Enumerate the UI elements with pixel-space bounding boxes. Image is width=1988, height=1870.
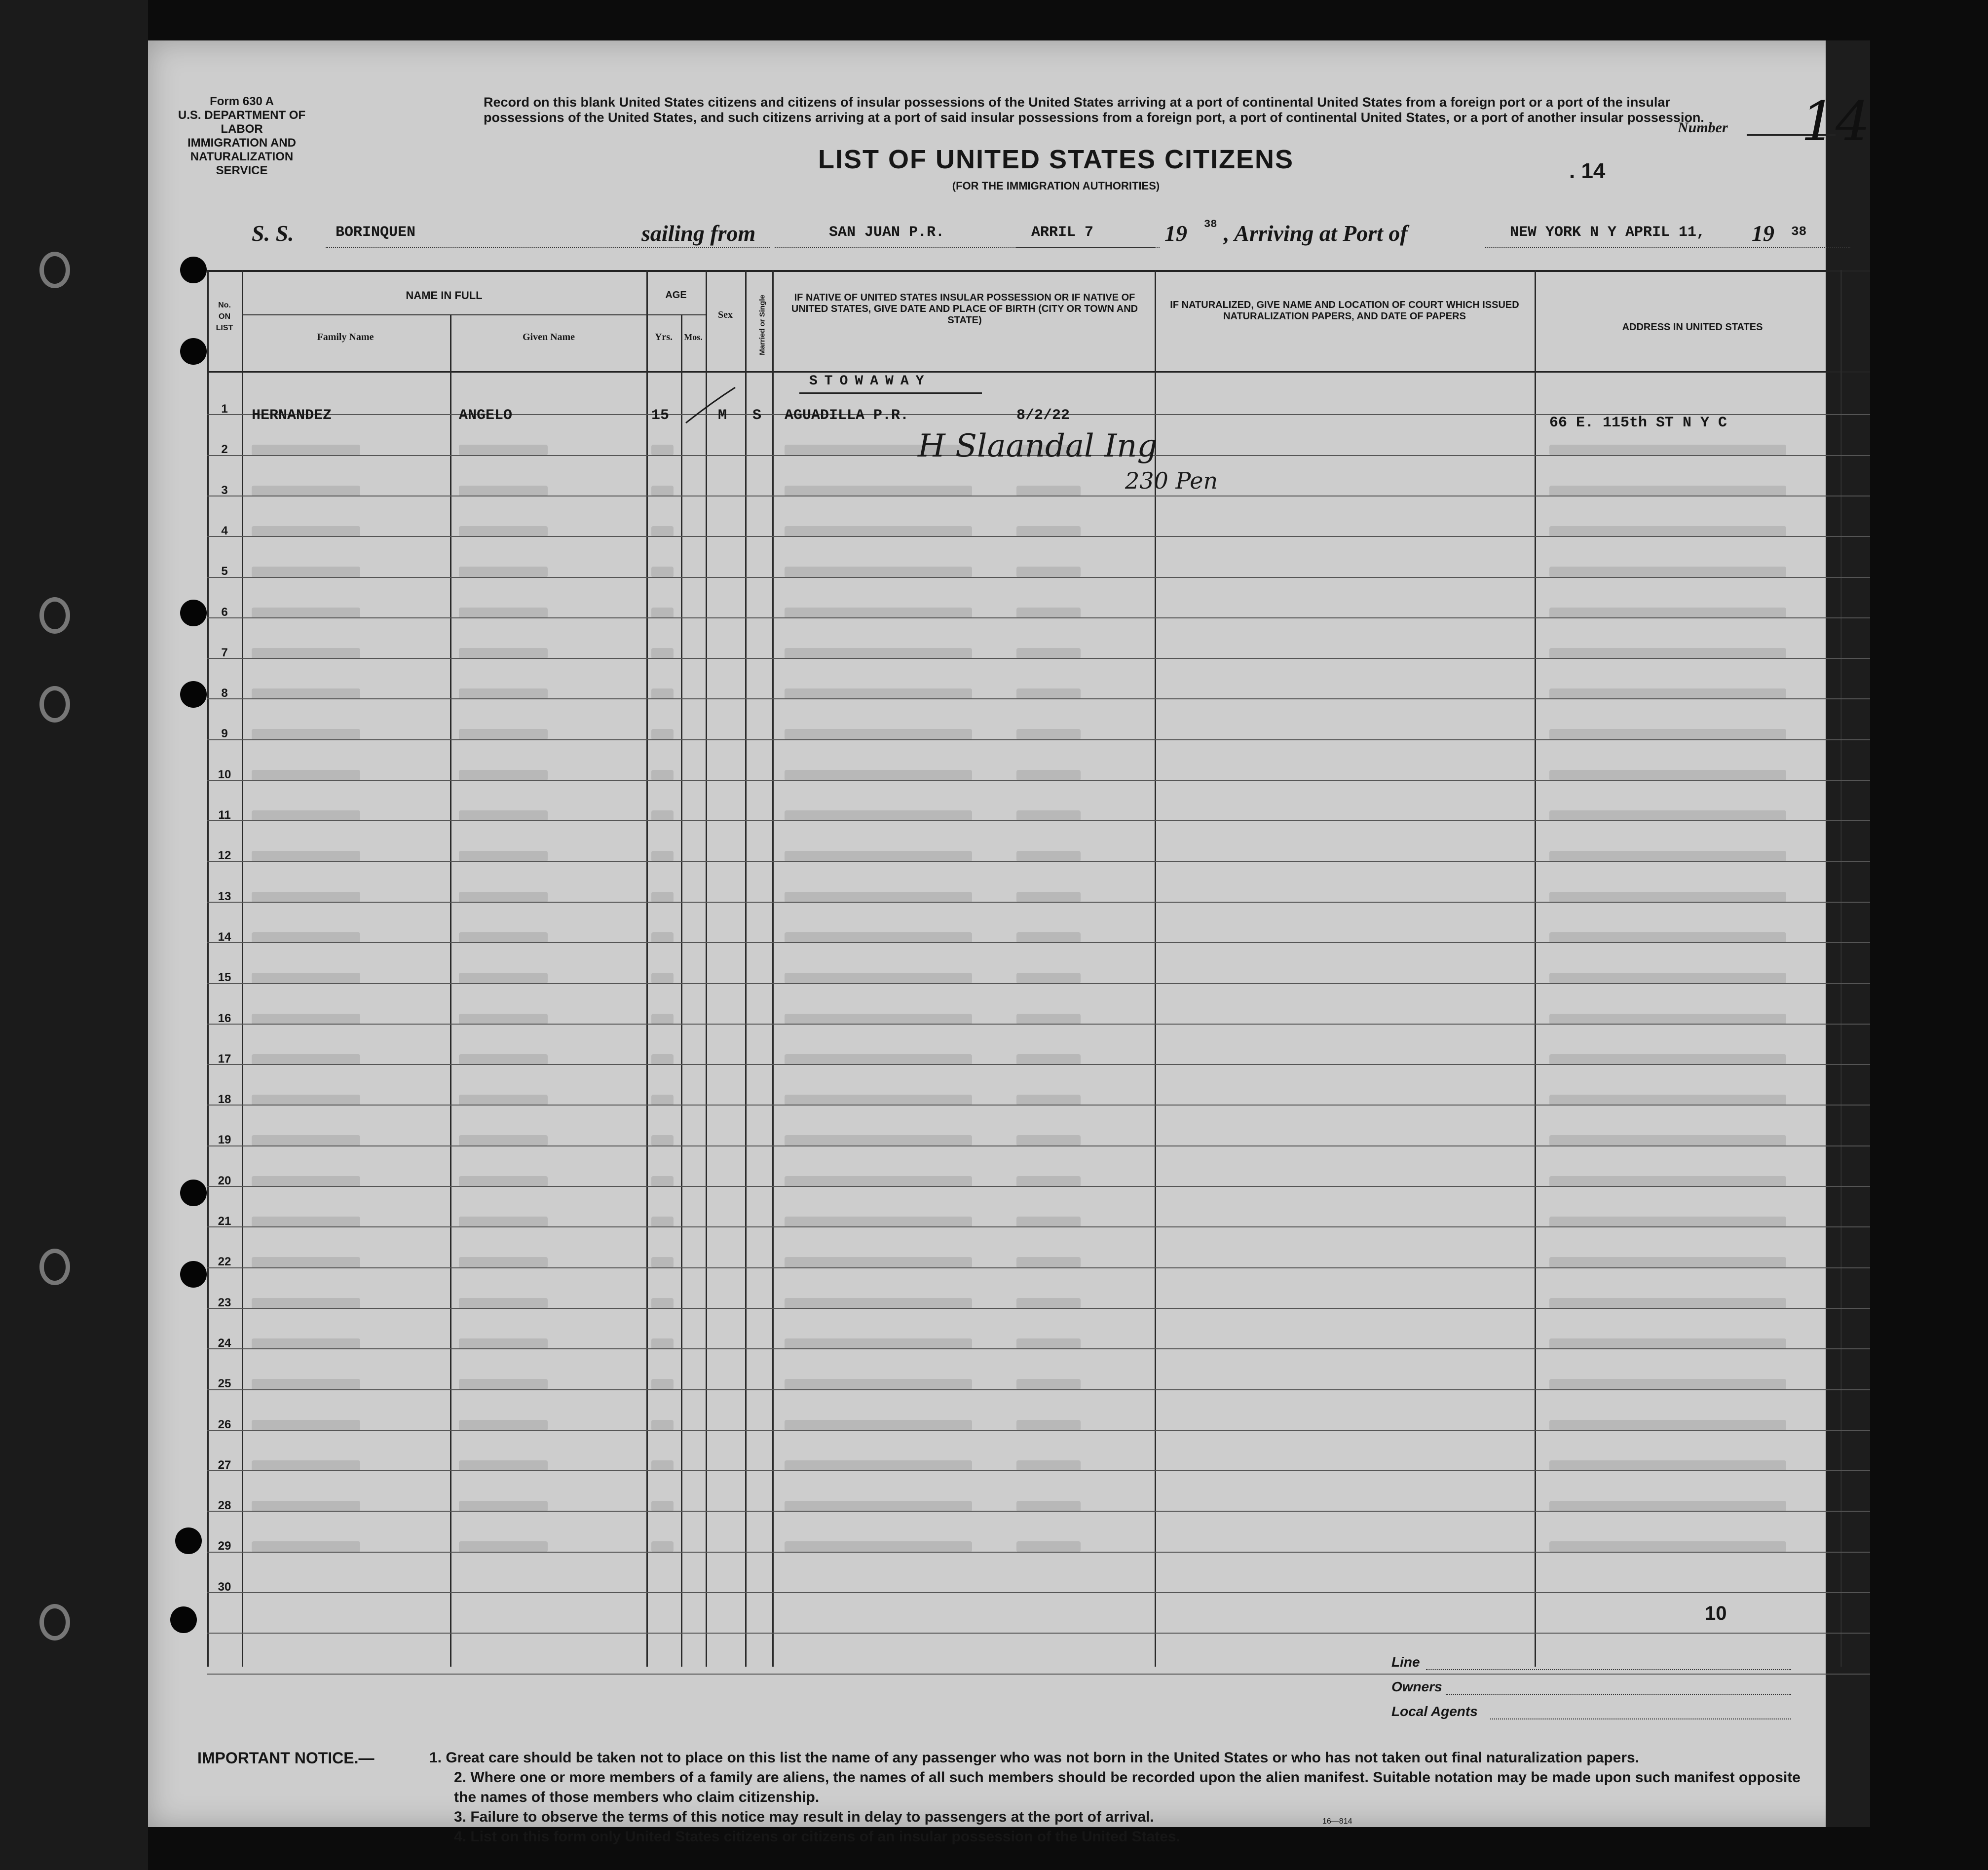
faded-entry bbox=[785, 1501, 972, 1512]
print-code: 16—814 bbox=[1322, 1817, 1352, 1826]
faded-entry bbox=[459, 648, 548, 659]
notice-item-1: 1. Great care should be taken not to place on this list the name of any passenger who was not born in the United States or who has not taken out final naturalization papers. bbox=[429, 1750, 1640, 1766]
row-number: 7 bbox=[221, 646, 228, 659]
col-naturalized: IF NATURALIZED, GIVE NAME AND LOCATION OF COURT WHICH ISSUED NATURALIZATION PAPERS, AND DATE OF PAPERS bbox=[1170, 300, 1519, 322]
faded-entry bbox=[651, 851, 674, 862]
top-notice: Record on this blank United States citizens and citizens of insular possessions of the United States arriving at a port of continental United States from a foreign port or a port of the insular possessions of the United States, and such citizens arriving at a port of said insular possessions from a foreign port, a port of continental United States, or a port of another insular possession. bbox=[484, 95, 1704, 125]
punch-dot bbox=[180, 257, 207, 283]
faded-entry bbox=[252, 1298, 360, 1309]
faded-entry bbox=[1016, 1298, 1081, 1309]
footer-line-blank bbox=[1426, 1669, 1791, 1670]
faded-entry bbox=[785, 1135, 972, 1146]
row-number: 11 bbox=[218, 808, 231, 822]
binder-hole bbox=[39, 597, 70, 634]
faded-entry bbox=[459, 1338, 548, 1349]
faded-entry bbox=[252, 1257, 360, 1268]
faded-entry bbox=[252, 1338, 360, 1349]
faded-entry bbox=[1549, 1135, 1786, 1146]
row-line bbox=[207, 1592, 1870, 1593]
row-number: 18 bbox=[218, 1093, 231, 1107]
faded-entry bbox=[459, 526, 548, 537]
age-slash-mark bbox=[681, 383, 740, 428]
footer-owners-blank bbox=[1446, 1694, 1791, 1695]
faded-entry bbox=[459, 1176, 548, 1187]
row-number: 26 bbox=[218, 1417, 231, 1431]
handwritten-signature: H Slaandal Ing bbox=[918, 428, 1158, 464]
faded-entry bbox=[252, 608, 360, 618]
col-age-yrs: Yrs. bbox=[654, 332, 673, 343]
faded-entry bbox=[252, 1054, 360, 1065]
faded-entry bbox=[785, 1014, 972, 1025]
row-number: 19 bbox=[218, 1133, 231, 1147]
agency-stamp: Form 630 A U.S. DEPARTMENT OF LABOR IMMIGRATION AND NATURALIZATION SERVICE bbox=[178, 95, 306, 177]
faded-entry bbox=[459, 445, 548, 456]
row-number: 13 bbox=[218, 889, 231, 903]
faded-entry bbox=[1016, 608, 1081, 618]
row-number: 6 bbox=[221, 605, 228, 619]
faded-entry bbox=[785, 851, 972, 862]
faded-entry bbox=[252, 1379, 360, 1390]
faded-entry bbox=[1549, 1014, 1786, 1025]
manifest-table bbox=[148, 270, 1870, 1677]
faded-entry bbox=[459, 1501, 548, 1512]
col-name-in-full: NAME IN FULL bbox=[406, 289, 483, 302]
faded-entry bbox=[651, 1501, 674, 1512]
important-notice bbox=[197, 1748, 1826, 1847]
col-native-birth: IF NATIVE OF UNITED STATES INSULAR POSSESSION OR IF NATIVE OF UNITED STATES, GIVE DATE AND PLACE OF BIRTH (CITY OR TOWN AND STATE) bbox=[791, 292, 1138, 326]
faded-entry bbox=[1549, 770, 1786, 781]
faded-entry bbox=[459, 688, 548, 699]
faded-entry bbox=[1549, 648, 1786, 659]
arrival-year-suffix: 38 bbox=[1791, 224, 1807, 239]
faded-entry bbox=[252, 851, 360, 862]
depart-year-suffix: 38 bbox=[1204, 218, 1217, 230]
faded-entry bbox=[785, 1176, 972, 1187]
faded-entry bbox=[459, 770, 548, 781]
faded-entry bbox=[252, 729, 360, 740]
faded-entry bbox=[1016, 932, 1081, 943]
faded-entry bbox=[651, 973, 674, 984]
entry-family-name: HERNANDEZ bbox=[252, 407, 332, 424]
faded-entry bbox=[252, 688, 360, 699]
arriving-label: , Arriving at Port of bbox=[1224, 221, 1408, 246]
row-number: 24 bbox=[218, 1336, 231, 1350]
punch-dot bbox=[170, 1606, 197, 1633]
page-number: . 14 bbox=[1569, 159, 1606, 183]
faded-entry bbox=[1549, 1217, 1786, 1227]
punch-dot bbox=[180, 600, 207, 626]
faded-entry bbox=[785, 1217, 972, 1227]
faded-entry bbox=[1016, 892, 1081, 903]
faded-entry bbox=[1549, 1379, 1786, 1390]
faded-entry bbox=[651, 1460, 674, 1471]
faded-entry bbox=[785, 526, 972, 537]
arrival-port: NEW YORK N Y APRIL 11, bbox=[1510, 224, 1706, 241]
faded-entry bbox=[1016, 526, 1081, 537]
arrival-year-prefix: 19 bbox=[1752, 221, 1774, 246]
faded-entry bbox=[459, 1420, 548, 1431]
faded-entry bbox=[651, 1298, 674, 1309]
col-no-on-list: No. ON LIST bbox=[216, 301, 233, 332]
faded-entry bbox=[785, 729, 972, 740]
faded-entry bbox=[1549, 932, 1786, 943]
faded-entry bbox=[1016, 770, 1081, 781]
faded-entry bbox=[651, 1014, 674, 1025]
faded-entry bbox=[252, 486, 360, 496]
faded-entry bbox=[785, 688, 972, 699]
faded-entry bbox=[1016, 1014, 1081, 1025]
faded-entry bbox=[785, 1054, 972, 1065]
faded-entry bbox=[1016, 729, 1081, 740]
entry-given-name: ANGELO bbox=[459, 407, 513, 424]
col-age: AGE bbox=[665, 290, 687, 301]
manifest-page bbox=[148, 40, 1870, 1845]
faded-entry bbox=[785, 892, 972, 903]
faded-entry bbox=[785, 973, 972, 984]
col-address: ADDRESS IN UNITED STATES bbox=[1622, 322, 1763, 333]
faded-entry bbox=[785, 608, 972, 618]
footer-local-agents-blank bbox=[1490, 1718, 1791, 1719]
faded-entry bbox=[785, 1257, 972, 1268]
binder-hole bbox=[39, 252, 70, 288]
faded-entry bbox=[459, 851, 548, 862]
faded-entry bbox=[1016, 1176, 1081, 1187]
page-subtitle: (FOR THE IMMIGRATION AUTHORITIES) bbox=[952, 180, 1160, 192]
faded-entry bbox=[1549, 567, 1786, 577]
faded-entry bbox=[785, 567, 972, 577]
faded-entry bbox=[651, 445, 674, 456]
row-number: 9 bbox=[221, 727, 228, 741]
faded-entry bbox=[252, 932, 360, 943]
faded-entry bbox=[1549, 973, 1786, 984]
faded-entry bbox=[459, 1095, 548, 1106]
faded-entry bbox=[1549, 1257, 1786, 1268]
faded-entry bbox=[651, 892, 674, 903]
faded-entry bbox=[459, 1460, 548, 1471]
faded-entry bbox=[1549, 1501, 1786, 1512]
faded-entry bbox=[1549, 1460, 1786, 1471]
faded-entry bbox=[1549, 1054, 1786, 1065]
faded-entry bbox=[252, 1460, 360, 1471]
faded-entry bbox=[1549, 1338, 1786, 1349]
row-number: 8 bbox=[221, 687, 228, 700]
faded-entry bbox=[785, 932, 972, 943]
sailing-from: SAN JUAN P.R. bbox=[829, 224, 945, 241]
faded-entry bbox=[1016, 1257, 1081, 1268]
faded-entry bbox=[1549, 526, 1786, 537]
row-number: 21 bbox=[218, 1215, 231, 1228]
faded-entry bbox=[1016, 1420, 1081, 1431]
footer-line-label: Line bbox=[1391, 1654, 1420, 1670]
faded-entry bbox=[459, 1541, 548, 1552]
faded-entry bbox=[459, 1298, 548, 1309]
faded-entry bbox=[785, 1095, 972, 1106]
punch-dot bbox=[175, 1527, 202, 1554]
depart-year-prefix: 19 bbox=[1164, 221, 1187, 246]
faded-entry bbox=[651, 648, 674, 659]
depart-date: ARRIL 7 bbox=[1031, 224, 1094, 241]
faded-entry bbox=[459, 973, 548, 984]
voyage-line bbox=[148, 218, 1870, 258]
faded-entry bbox=[252, 526, 360, 537]
faded-entry bbox=[651, 770, 674, 781]
faded-entry bbox=[459, 729, 548, 740]
faded-entry bbox=[1016, 1501, 1081, 1512]
faded-entry bbox=[1016, 851, 1081, 862]
faded-entry bbox=[1016, 1217, 1081, 1227]
row-number: 25 bbox=[218, 1377, 231, 1391]
binder-hole bbox=[39, 1604, 70, 1641]
number-handwritten: 14 bbox=[1801, 90, 1870, 153]
punch-dot bbox=[180, 681, 207, 708]
col-given-name: Given Name bbox=[522, 332, 575, 343]
faded-entry bbox=[1549, 810, 1786, 821]
faded-entry bbox=[459, 810, 548, 821]
faded-entry bbox=[1549, 608, 1786, 618]
row-number: 3 bbox=[221, 483, 228, 497]
faded-entry bbox=[785, 486, 972, 496]
row-number: 27 bbox=[218, 1458, 231, 1472]
faded-entry bbox=[1016, 486, 1081, 496]
faded-entry bbox=[651, 526, 674, 537]
row-line bbox=[207, 1674, 1870, 1675]
entry-marital: S bbox=[752, 407, 762, 424]
faded-entry bbox=[785, 1541, 972, 1552]
faded-entry bbox=[459, 567, 548, 577]
page-title: LIST OF UNITED STATES CITIZENS bbox=[818, 145, 1294, 174]
number-label: Number bbox=[1678, 119, 1728, 136]
faded-entry bbox=[785, 810, 972, 821]
faded-entry bbox=[1016, 810, 1081, 821]
faded-entry bbox=[459, 1135, 548, 1146]
faded-entry bbox=[252, 1501, 360, 1512]
faded-entry bbox=[459, 608, 548, 618]
row-number: 5 bbox=[221, 565, 228, 578]
notice-item-4: 4. List on this form only United States citizens or citizens of an insular possession of the United States. bbox=[454, 1829, 1180, 1845]
faded-entry bbox=[1549, 1095, 1786, 1106]
faded-entry bbox=[1016, 1135, 1081, 1146]
entry-birth-date: 8/2/22 bbox=[1016, 407, 1070, 424]
faded-entry bbox=[651, 567, 674, 577]
footer-local-agents-label: Local Agents bbox=[1391, 1704, 1478, 1719]
entry-address: 66 E. 115th ST N Y C bbox=[1549, 415, 1727, 431]
faded-entry bbox=[1016, 1095, 1081, 1106]
faded-entry bbox=[1016, 567, 1081, 577]
row-number: 15 bbox=[218, 971, 231, 985]
faded-entry bbox=[459, 1257, 548, 1268]
faded-entry bbox=[651, 810, 674, 821]
row-number: 1 bbox=[221, 402, 228, 416]
faded-entry bbox=[785, 648, 972, 659]
row-line bbox=[207, 1633, 1870, 1634]
faded-entry bbox=[1016, 973, 1081, 984]
faded-entry bbox=[252, 770, 360, 781]
entry-age-years: 15 bbox=[651, 407, 670, 424]
faded-entry bbox=[651, 1095, 674, 1106]
row-number: 20 bbox=[218, 1174, 231, 1187]
faded-entry bbox=[1016, 1054, 1081, 1065]
faded-entry bbox=[252, 445, 360, 456]
faded-entry bbox=[651, 1257, 674, 1268]
faded-entry bbox=[651, 932, 674, 943]
scan-margin-left bbox=[0, 0, 148, 1870]
row-number: 17 bbox=[218, 1052, 231, 1066]
faded-entry bbox=[651, 1135, 674, 1146]
faded-entry bbox=[651, 1379, 674, 1390]
faded-entry bbox=[1549, 688, 1786, 699]
faded-entry bbox=[1549, 486, 1786, 496]
faded-entry bbox=[1549, 1541, 1786, 1552]
notice-item-3: 3. Failure to observe the terms of this notice may result in delay to passengers at the port of arrival. bbox=[454, 1809, 1154, 1825]
faded-entry bbox=[252, 1014, 360, 1025]
faded-entry bbox=[459, 932, 548, 943]
faded-entry bbox=[651, 608, 674, 618]
faded-entry bbox=[651, 1176, 674, 1187]
faded-entry bbox=[1549, 851, 1786, 862]
faded-entry bbox=[252, 648, 360, 659]
faded-entry bbox=[252, 973, 360, 984]
faded-entry bbox=[252, 567, 360, 577]
binder-hole bbox=[39, 686, 70, 723]
faded-entry bbox=[1016, 1379, 1081, 1390]
row-number: 4 bbox=[221, 524, 228, 537]
faded-entry bbox=[651, 1338, 674, 1349]
stowaway-label: STOWAWAY bbox=[809, 374, 931, 389]
faded-entry bbox=[651, 486, 674, 496]
count-total: 10 bbox=[1705, 1603, 1727, 1624]
faded-entry bbox=[1016, 1460, 1081, 1471]
faded-entry bbox=[785, 1460, 972, 1471]
binder-hole bbox=[39, 1249, 70, 1285]
faded-entry bbox=[459, 1379, 548, 1390]
faded-entry bbox=[459, 486, 548, 496]
row-number: 12 bbox=[218, 849, 231, 863]
faded-entry bbox=[252, 1217, 360, 1227]
faded-entry bbox=[1549, 1176, 1786, 1187]
faded-entry bbox=[252, 1541, 360, 1552]
row-number: 10 bbox=[218, 767, 231, 781]
row-number: 23 bbox=[218, 1296, 231, 1309]
row-number: 2 bbox=[221, 443, 228, 457]
punch-dot bbox=[180, 338, 207, 365]
faded-entry bbox=[651, 1217, 674, 1227]
faded-entry bbox=[651, 688, 674, 699]
col-sex: Sex bbox=[718, 309, 733, 320]
notice-item-2: 2. Where one or more members of a family are aliens, the names of all such members should be recorded upon the alien manifest. Suitable notation may be made upon such manifest opposite the names of those members who claim citizenship. bbox=[454, 1769, 1800, 1805]
faded-entry bbox=[1549, 445, 1786, 456]
faded-entry bbox=[1016, 1338, 1081, 1349]
faded-entry bbox=[1549, 1420, 1786, 1431]
sailing-label: sailing from bbox=[641, 221, 756, 246]
faded-entry bbox=[252, 1176, 360, 1187]
faded-entry bbox=[785, 770, 972, 781]
row-number: 16 bbox=[218, 1011, 231, 1025]
footer-owners-label: Owners bbox=[1391, 1679, 1442, 1694]
faded-entry bbox=[252, 1095, 360, 1106]
faded-entry bbox=[1016, 688, 1081, 699]
faded-entry bbox=[785, 1379, 972, 1390]
stowaway-underline bbox=[799, 392, 982, 394]
col-age-mos: Mos. bbox=[684, 332, 703, 342]
row-number: 30 bbox=[218, 1580, 231, 1594]
faded-entry bbox=[785, 1420, 972, 1431]
faded-entry bbox=[785, 1338, 972, 1349]
faded-entry bbox=[1549, 1298, 1786, 1309]
faded-entry bbox=[459, 1014, 548, 1025]
faded-entry bbox=[459, 1217, 548, 1227]
faded-entry bbox=[651, 1541, 674, 1552]
faded-entry bbox=[651, 729, 674, 740]
faded-entry bbox=[651, 1054, 674, 1065]
faded-entry bbox=[252, 1420, 360, 1431]
faded-entry bbox=[1016, 1541, 1081, 1552]
row-number: 29 bbox=[218, 1539, 231, 1553]
faded-entry bbox=[459, 892, 548, 903]
punch-dot bbox=[180, 1261, 207, 1288]
entry-birthplace: AGUADILLA P.R. bbox=[785, 407, 909, 424]
handwritten-note: 230 Pen bbox=[1125, 467, 1218, 494]
row-number: 28 bbox=[218, 1499, 231, 1513]
row-number: 14 bbox=[218, 930, 231, 944]
ss-label: S. S. bbox=[252, 221, 294, 246]
col-married-single: Married or Single bbox=[758, 295, 767, 355]
faded-entry bbox=[252, 810, 360, 821]
punch-dot bbox=[180, 1180, 207, 1206]
col-family-name: Family Name bbox=[317, 332, 374, 343]
faded-entry bbox=[1549, 729, 1786, 740]
row-number: 22 bbox=[218, 1255, 231, 1269]
faded-entry bbox=[651, 1420, 674, 1431]
faded-entry bbox=[785, 1298, 972, 1309]
faded-entry bbox=[252, 1135, 360, 1146]
faded-entry bbox=[252, 892, 360, 903]
faded-entry bbox=[459, 1054, 548, 1065]
important-notice-heading: IMPORTANT NOTICE.— bbox=[197, 1749, 375, 1767]
entry-sex: M bbox=[718, 407, 727, 424]
faded-entry bbox=[1549, 892, 1786, 903]
faded-entry bbox=[1016, 648, 1081, 659]
ship-name: BORINQUEN bbox=[336, 224, 416, 241]
